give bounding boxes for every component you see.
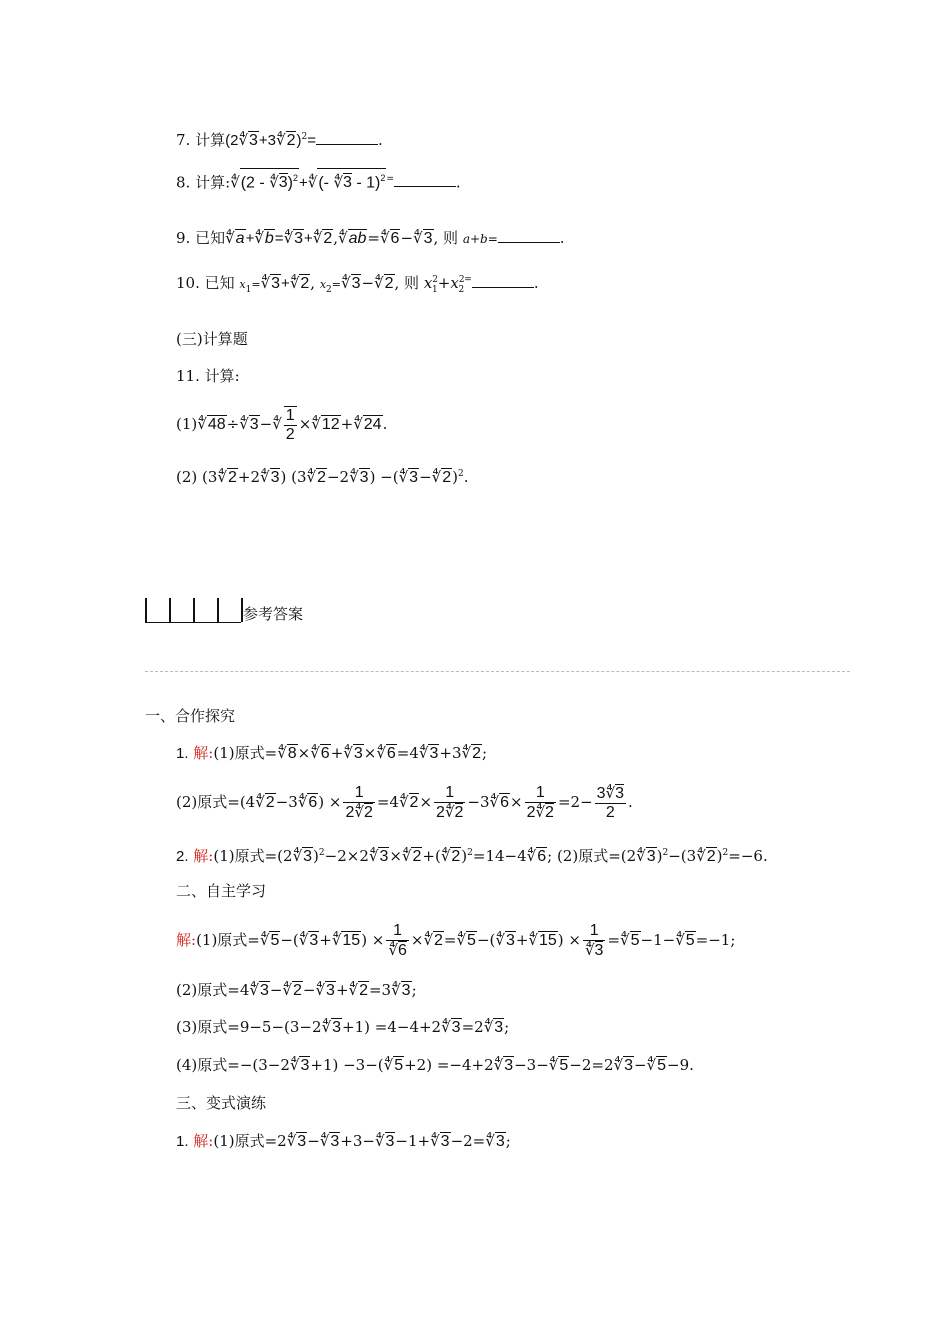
- part-1-title: 一、合作探究: [145, 707, 236, 725]
- question-11-label: 11. 计算:: [176, 367, 240, 385]
- question-10: 10. 已知 $x_1=∜3+∜2$, $x_2=∜3-∜2$, 则 $x^2_1+x^2_2^=$ .: [176, 274, 539, 295]
- question-11-part-1: (1)∜48÷∜3−∜ $\frac{1}{2}$ ×∜12+∜24.: [176, 407, 388, 443]
- solution-tag: 解:: [193, 744, 214, 762]
- answer-blank: [394, 174, 456, 187]
- answer-number: 1.: [176, 745, 189, 762]
- question-8-label: 8. 计算: [176, 173, 226, 192]
- answer-b-1: 解:(1)原式=∜5−(∜3+∜15) × $\frac{1}{∜6}$ ×∜2=∜5−(∜3+∜15) × $\frac{1}{∜3}$ =∜5−1−∜5=−1;: [176, 922, 736, 959]
- solution-tag: 解:: [176, 931, 197, 949]
- answer-number: 2.: [176, 848, 189, 865]
- answer-b-2: (2)原式=4∜3−∜2−∜3+∜2=3∜3;: [176, 981, 417, 999]
- part-2-title: 二、自主学习: [176, 882, 267, 900]
- question-11-part-2: (2) (3∜2+2∜3) (3∜2−2∜3) −(∜3−∜2)$^2$.: [176, 468, 469, 486]
- question-9: 9. 已知∜a+∜b=∜3+∜2,∜ab=∜6−∜3, 则 a+b= .: [176, 229, 565, 247]
- question-7: 7. 计算(2∜3+3∜2)$^2$= .: [176, 131, 383, 149]
- question-7-label: 7. 计算: [176, 131, 226, 149]
- answer-2: 2. 解:(1)原式=(2∜3)$^2$−2×2∜3×∜2+(∜2)$^2$=14−4∜6; (2)原式=(2∜3)$^2$−(3∜2)$^2$=−6.: [176, 847, 768, 865]
- answer-c-1: 1. 解:(1)原式=2∜3−∜3+3−∜3−1+∜3−2=∜3;: [176, 1132, 511, 1150]
- question-9-label: 9. 已知: [176, 229, 226, 247]
- answer-blank: [316, 132, 378, 145]
- answer-number: 1.: [176, 1133, 189, 1150]
- answer-b-3: (3)原式=9−5−(3−2∜3+1) =4−4+2∜3=2∜3;: [176, 1018, 510, 1036]
- question-10-label: 10. 已知: [176, 274, 235, 292]
- solution-tag: 解:: [193, 847, 214, 865]
- dashed-divider: [145, 671, 850, 672]
- answer-header-label: 参考答案: [243, 605, 304, 623]
- solution-tag: 解:: [193, 1132, 214, 1150]
- section-3-title: (三)计算题: [176, 330, 248, 348]
- answer-1-2: (2)原式=(4∜2−3∜6) × $\frac{1}{2∜2}$ =4∜2× $\frac{1}{2∜2}$ −3∜6× $\frac{1}{2∜2}$ =2− $\frac{3∜3}{2}$ .: [176, 784, 633, 821]
- question-8: 8. 计算:∜(2 - ∜3)$^2$+∜(- ∜3 - 1)$^{2=}$ .: [176, 168, 461, 193]
- answer-b-4: (4)原式=−(3−2∜3+1) −3−(∜5+2) =−4+2∜3−3−∜5−2=2∜3−∜5−9.: [176, 1056, 694, 1074]
- answer-1-1: 1. 解:(1)原式=∜8×∜6+∜3×∜6=4∜3+3∜2;: [176, 744, 488, 762]
- part-3-title: 三、变式演练: [176, 1094, 267, 1112]
- answer-blank: [472, 275, 534, 288]
- answer-blank: [498, 230, 560, 243]
